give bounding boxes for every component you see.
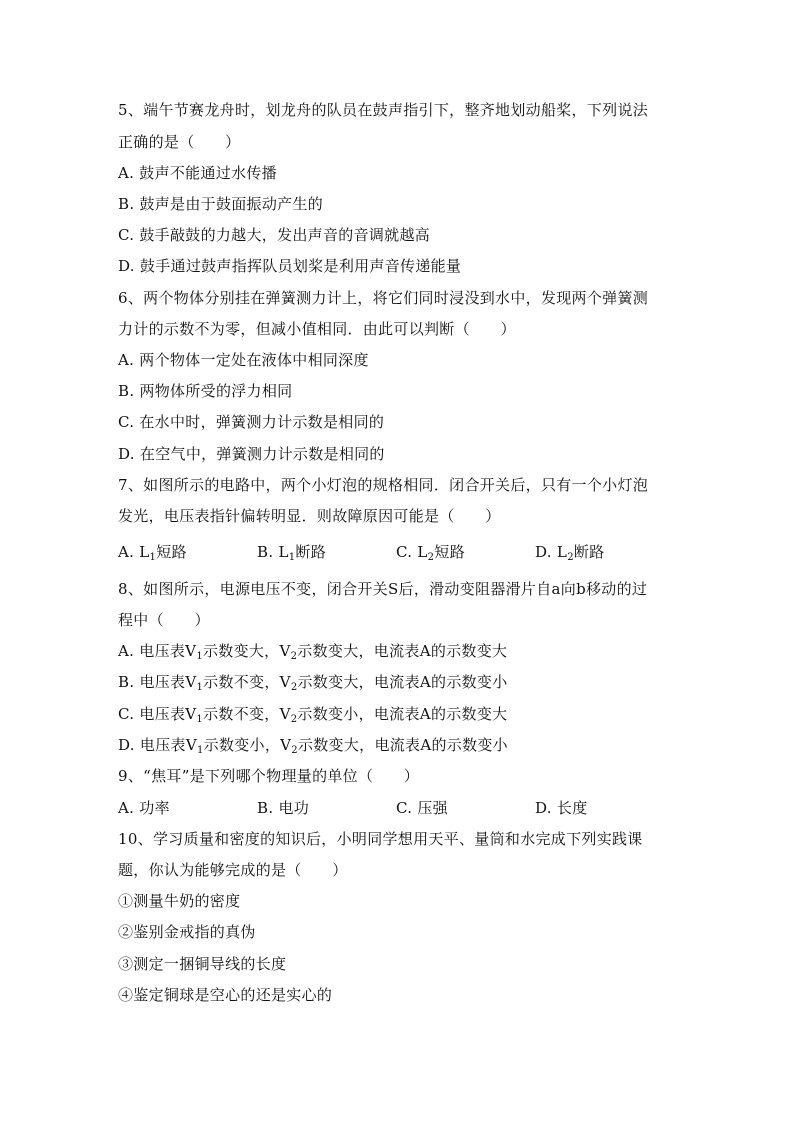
- q6-stem-line-1: 6、两个物体分别挂在弹簧测力计上，将它们同时浸没到水中，发现两个弹簧测: [118, 289, 649, 307]
- q7-option-a: A. $L_1$短路: [118, 543, 187, 563]
- q6-option-a: A. 两个物体一定处在液体中相同深度: [118, 351, 369, 369]
- q5-stem-line-2: 正确的是（ ）: [118, 133, 241, 151]
- q7-stem-line-1: 7、如图所示的电路中，两个小灯泡的规格相同．闭合开关后，只有一个小灯泡: [118, 476, 649, 494]
- q9-option-c: C. 压强: [396, 799, 448, 817]
- q9-options-row: [118, 796, 638, 820]
- q7-options-row: [118, 540, 638, 564]
- q7-option-c: C. $L_2$短路: [396, 543, 465, 563]
- q7-option-b: B. $L_1$断路: [257, 543, 327, 563]
- q8-option-b: B. 电压表$V_1$示数不变，$V_2$示数变大，电流表A的示数变小: [118, 673, 508, 693]
- q7-option-d: D. $L_2$断路: [535, 543, 605, 563]
- q8-option-c: C. 电压表$V_1$示数不变，$V_2$示数变小，电流表A的示数变大: [118, 705, 508, 725]
- q6-option-b: B. 两物体所受的浮力相同: [118, 382, 293, 400]
- q5-option-a: A. 鼓声不能通过水传播: [118, 164, 277, 182]
- q9-stem: 9、“焦耳”是下列哪个物理量的单位（ ）: [118, 767, 420, 785]
- q10-item-3: ③测定一捆铜导线的长度: [118, 955, 287, 973]
- q7-stem-line-2: 发光，电压表指针偏转明显．则故障原因可能是（ ）: [118, 507, 501, 525]
- q5-stem-line-1: 5、端午节赛龙舟时，划龙舟的队员在鼓声指引下，整齐地划动船桨，下列说法: [118, 101, 649, 119]
- q9-option-b: B. 电功: [257, 799, 310, 817]
- q9-option-a: A. 功率: [118, 799, 170, 817]
- q6-option-d: D. 在空气中，弹簧测力计示数是相同的: [118, 445, 385, 463]
- q6-option-c: C. 在水中时，弹簧测力计示数是相同的: [118, 413, 385, 431]
- q10-stem-line-2: 题，你认为能够完成的是（ ）: [118, 861, 348, 879]
- q8-option-a: A. 电压表$V_1$示数变大，$V_2$示数变大，电流表A的示数变大: [118, 642, 508, 662]
- q8-stem-line-2: 程中（ ）: [118, 611, 210, 629]
- q10-item-4: ④鉴定铜球是空心的还是实心的: [118, 986, 333, 1004]
- q10-item-1: ①测量牛奶的密度: [118, 892, 241, 910]
- q10-item-2: ②鉴别金戒指的真伪: [118, 923, 256, 941]
- q5-option-d: D. 鼓手通过鼓声指挥队员划桨是利用声音传递能量: [118, 257, 462, 275]
- q6-stem-line-2: 力计的示数不为零，但减小值相同．由此可以判断（ ）: [118, 320, 516, 338]
- q5-option-b: B. 鼓声是由于鼓面振动产生的: [118, 195, 324, 213]
- q8-option-d: D. 电压表$V_1$示数变小，$V_2$示数变大，电流表A的示数变小: [118, 736, 508, 756]
- q8-stem-line-1: 8、如图所示，电源电压不变，闭合开关S后，滑动变阻器滑片自a向b移动的过: [118, 580, 648, 598]
- q5-option-c: C. 鼓手敲鼓的力越大，发出声音的音调就越高: [118, 226, 431, 244]
- q10-stem-line-1: 10、学习质量和密度的知识后，小明同学想用天平、量筒和水完成下列实践课: [118, 830, 643, 848]
- q9-option-d: D. 长度: [535, 799, 588, 817]
